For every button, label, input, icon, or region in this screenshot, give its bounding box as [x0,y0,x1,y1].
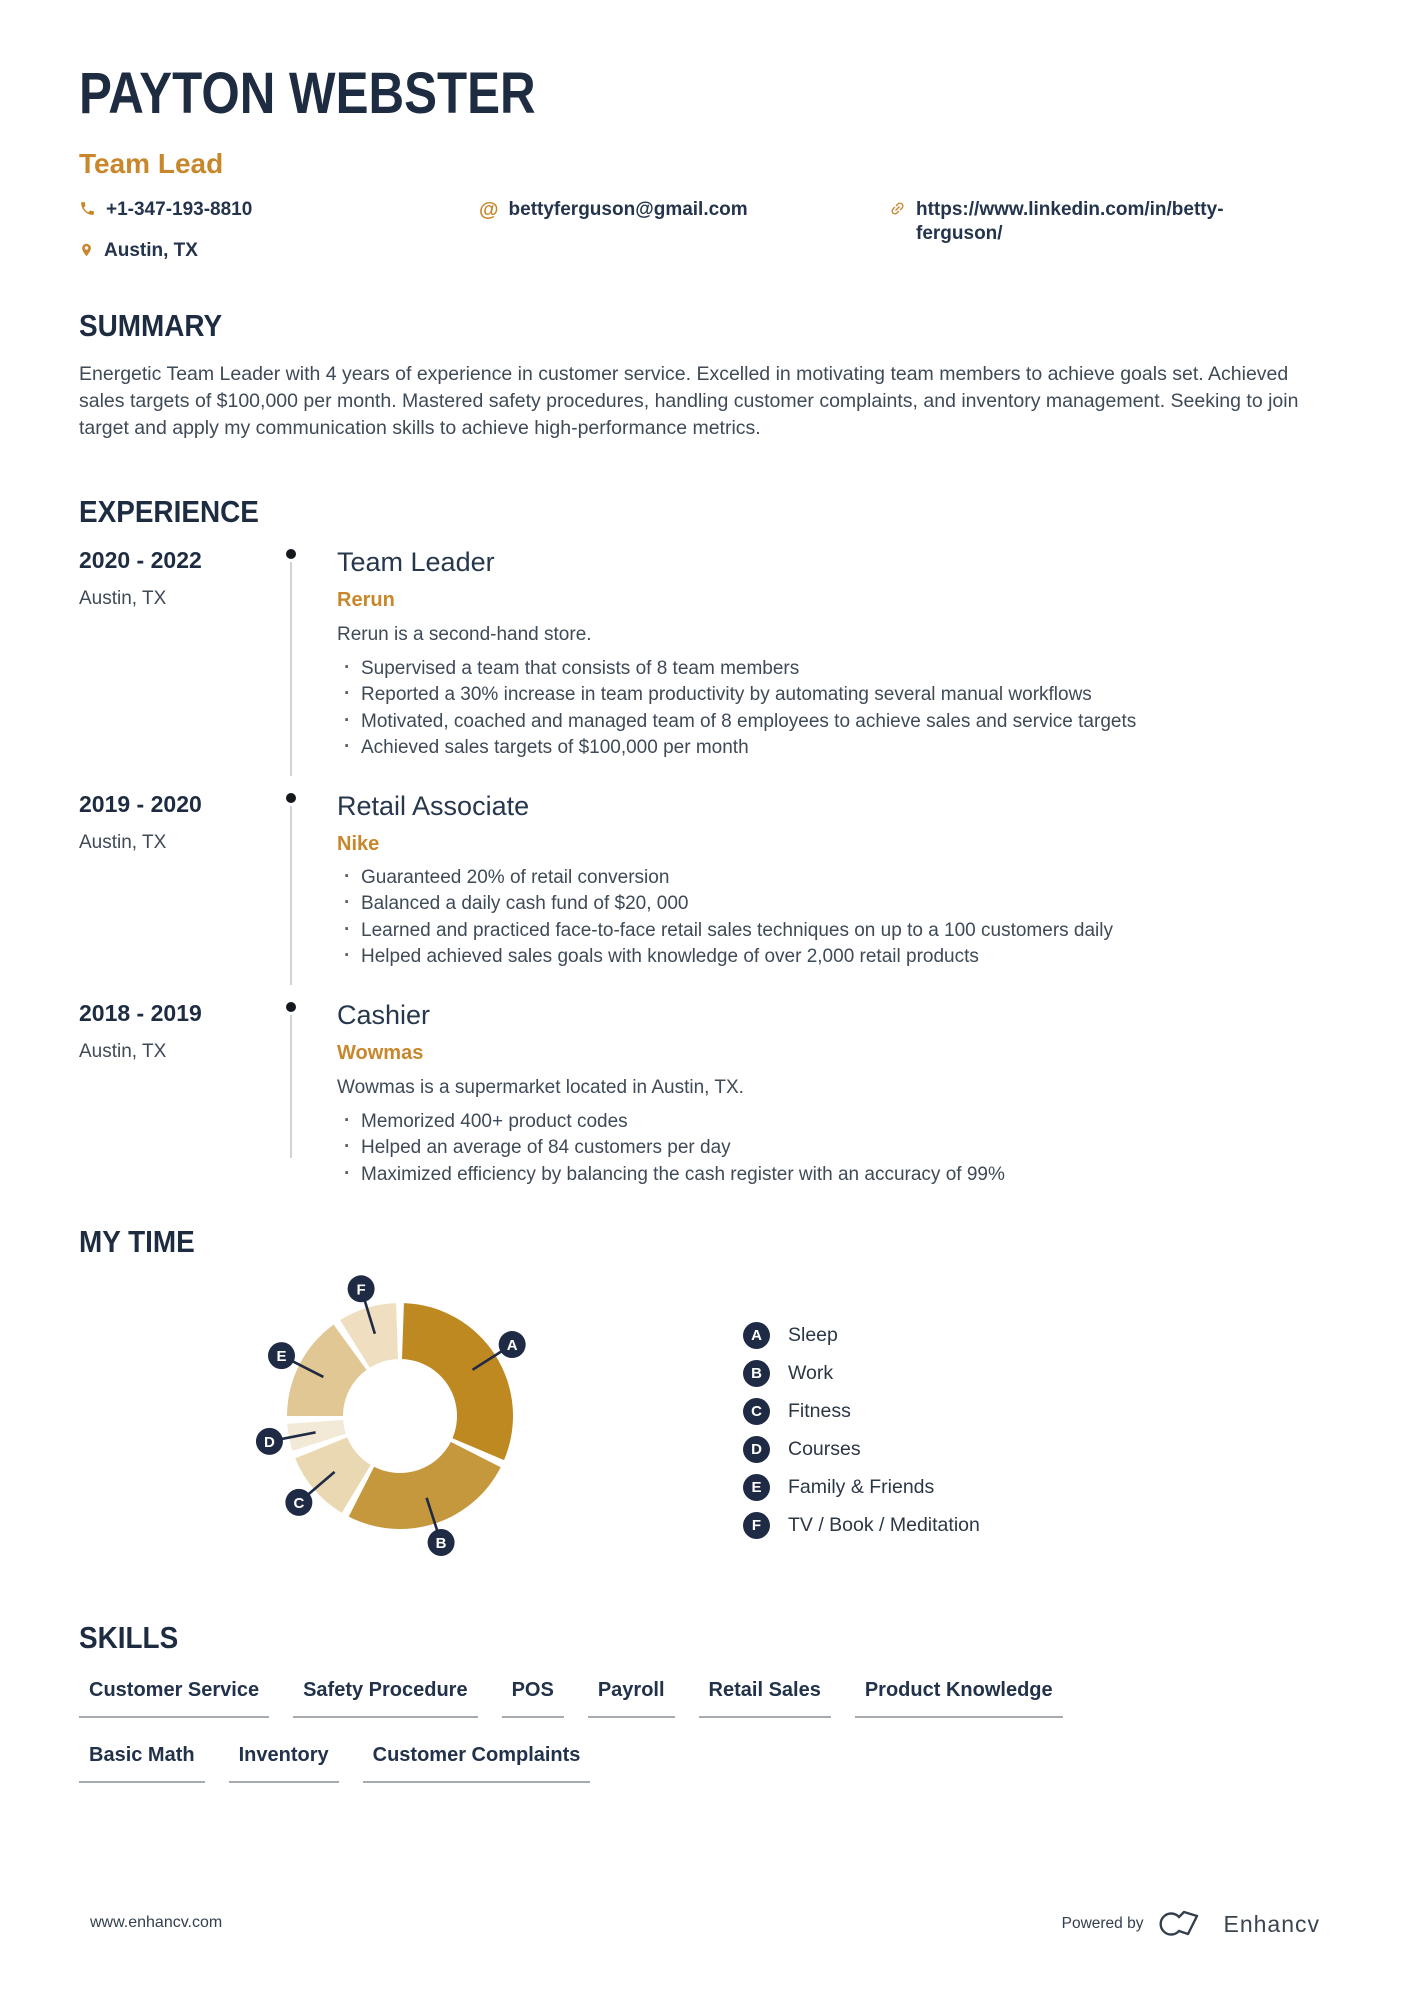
linkedin-link[interactable] [889,198,1224,246]
timeline [279,999,337,1189]
legend-label: TV / Book / Meditation [788,1513,980,1536]
donut-slice-B [349,1442,501,1529]
job-bullets [337,865,1331,971]
my-time-heading: MY TIME [79,1224,195,1260]
slice-label-letter: C [293,1494,305,1512]
job-location: Austin, TX [79,587,167,609]
phone-icon [79,200,96,217]
skills-section [79,1620,1331,1784]
experience-job [79,546,1331,762]
job-location: Austin, TX [79,1040,167,1062]
job-dates: 2020 - 2022 [79,546,202,573]
person-name: PAYTON WEBSTER [79,61,536,126]
job-description: Rerun is a second-hand store. [337,623,592,645]
job-bullets [337,1109,1331,1189]
job-bullet: · Helped achieved sales goals with knowledge of over 2,000 retail products [337,944,1331,971]
legend-item [743,1322,980,1349]
legend-label: Work [788,1361,834,1384]
job-body [337,999,1331,1189]
skill-item: Customer Complaints [363,1744,591,1783]
skill-item: Payroll [588,1679,675,1718]
skill-item: Safety Procedure [293,1679,478,1718]
header [79,62,1331,262]
summary-section [79,308,1331,442]
legend-item [743,1512,980,1539]
skill-item: Customer Service [79,1679,269,1718]
timeline-dot [286,549,296,559]
job-company: Rerun [337,588,395,611]
job-bullet: · Supervised a team that consists of 8 team members [337,656,1331,683]
enhancv-logo-icon [1157,1908,1209,1940]
job-dates-column [79,999,279,1189]
timeline-dot [286,793,296,803]
job-company: Nike [337,832,380,855]
location-pin-icon [79,241,94,259]
skills-row [79,1679,1331,1718]
footer-site-link[interactable]: www.enhancv.com [90,1914,223,1931]
skills-rows [79,1679,1331,1783]
legend-key-circle: C [743,1398,770,1425]
timeline [279,546,337,762]
job-bullet: · Learned and practiced face-to-face retail sales techniques on up to a 100 customers daily [337,918,1331,945]
job-bullets [337,656,1331,762]
powered-by[interactable] [1062,1908,1320,1940]
legend-label: Family & Friends [788,1475,935,1498]
legend-item [743,1436,980,1463]
skill-item: Inventory [229,1744,339,1783]
donut-slice-A [402,1303,513,1460]
job-description: Wowmas is a supermarket located in Austin, TX. [337,1076,744,1098]
time-chart-row [79,1264,1331,1594]
legend-label: Sleep [788,1323,838,1346]
slice-label-letter: A [506,1336,518,1354]
legend-label: Fitness [788,1399,851,1422]
my-time-section [79,1224,1331,1594]
legend-label: Courses [788,1437,861,1460]
phone-text: +1-347-193-8810 [106,198,253,220]
linkedin-text: https://www.linkedin.com/in/betty-ferguson/ [916,198,1224,244]
summary-text: Energetic Team Leader with 4 years of experience in customer service. Excelled in motivating team members to achieve goals set. Achieved sales targets of $100,000 per month. Mastered safety procedures, handling customer complaints, and inventory management. Seeking to join target and apply my communication skills to achieve high-performance metrics. [79,362,1299,439]
email-at-icon: @ [479,198,499,221]
enhancv-brand: Enhancv [1223,1910,1320,1937]
contact-row [79,198,1331,263]
job-dates-column [79,790,279,971]
chart-legend [743,1264,980,1550]
slice-label-letter: F [356,1281,366,1299]
location [79,239,479,263]
slice-label-letter: D [264,1433,275,1451]
job-title: Retail Associate [337,790,530,821]
job-company: Wowmas [337,1041,424,1064]
experience-jobs [79,546,1331,1189]
skill-item: POS [502,1679,564,1718]
job-title: Cashier [337,999,431,1030]
slice-label-letter: B [435,1534,447,1552]
job-body [337,546,1331,762]
job-bullet: · Reported a 30% increase in team productivity by automating several manual workflows [337,682,1331,709]
summary-heading: SUMMARY [79,308,223,344]
skills-heading: SKILLS [79,1619,179,1655]
time-donut-chart [79,1264,639,1594]
job-location: Austin, TX [79,831,167,853]
job-bullet: · Helped an average of 84 customers per day [337,1135,1331,1162]
slice-label-letter: E [276,1347,287,1365]
job-bullet: · Achieved sales targets of $100,000 per month [337,735,1331,762]
job-dates: 2018 - 2019 [79,999,202,1026]
job-dates-column [79,546,279,762]
job-bullet: · Memorized 400+ product codes [337,1109,1331,1136]
job-body [337,790,1331,971]
job-dates: 2019 - 2020 [79,790,202,817]
header-job-title: Team Lead [79,147,224,179]
phone-number [79,198,479,222]
job-bullet: · Maximized efficiency by balancing the cash register with an accuracy of 99% [337,1162,1331,1189]
powered-by-label: Powered by [1061,1915,1144,1932]
job-bullet: · Motivated, coached and managed team of 8 employees to achieve sales and service targets [337,709,1331,736]
job-title: Team Leader [337,546,495,577]
location-text: Austin, TX [104,239,198,261]
legend-key-circle: D [743,1436,770,1463]
timeline-dot [286,1002,296,1012]
skill-item: Retail Sales [699,1679,831,1718]
link-icon [885,196,909,220]
job-bullet: · Guaranteed 20% of retail conversion [337,865,1331,892]
experience-section [79,494,1331,1188]
skills-row [79,1744,1331,1783]
skill-item: Product Knowledge [855,1679,1063,1718]
email-link[interactable] [479,198,889,222]
timeline [279,790,337,971]
skill-item: Basic Math [79,1744,205,1783]
legend-item [743,1360,980,1387]
experience-job [79,999,1331,1189]
legend-item [743,1474,980,1501]
legend-item [743,1398,980,1425]
legend-key-circle: F [743,1512,770,1539]
legend-key-circle: B [743,1360,770,1387]
experience-job [79,790,1331,971]
experience-heading: EXPERIENCE [79,493,259,529]
legend-key-circle: E [743,1474,770,1501]
email-text: bettyferguson@gmail.com [508,198,748,220]
contact-col-left [79,198,479,263]
job-bullet: · Balanced a daily cash fund of $20, 000 [337,891,1331,918]
legend-key-circle: A [743,1322,770,1349]
